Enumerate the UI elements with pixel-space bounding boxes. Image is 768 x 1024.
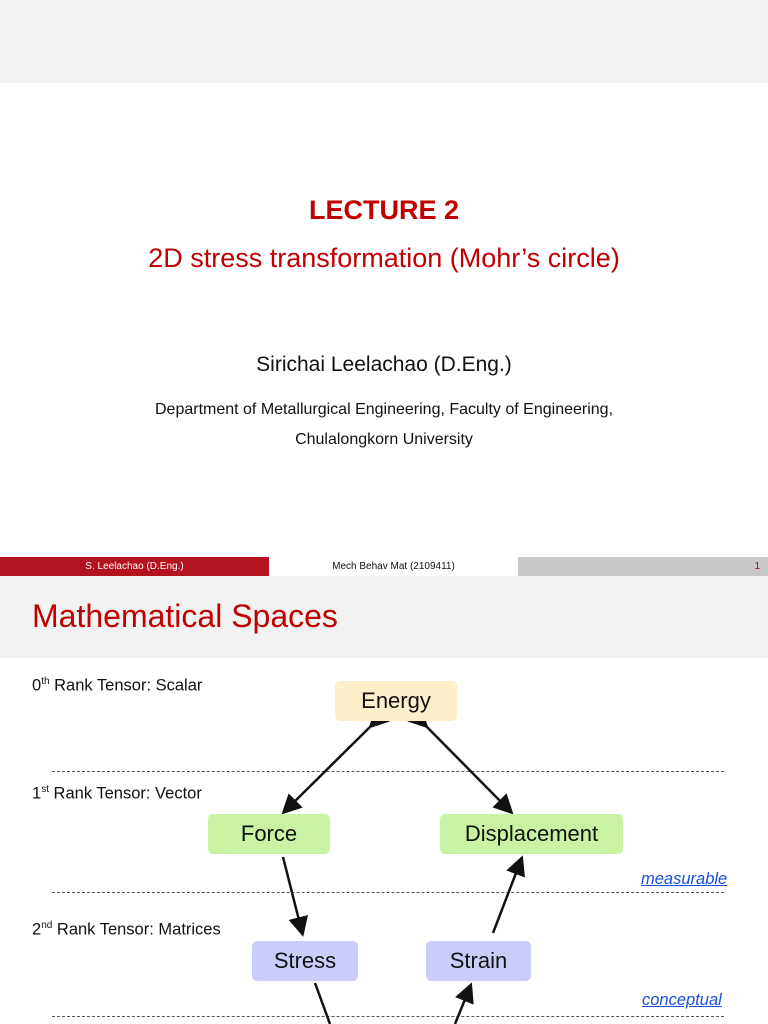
arrow-energy-force	[285, 725, 372, 811]
rank-1-text: Rank Tensor: Vector	[48, 784, 202, 803]
author-name: Sirichai Leelachao (D.Eng.)	[256, 353, 512, 376]
arrow-energy-displacement	[425, 725, 510, 811]
displacement-node: Displacement	[440, 814, 623, 854]
strain-node: Strain	[426, 941, 531, 981]
rank-0-suffix: th	[41, 676, 50, 687]
energy-node: Energy	[335, 681, 457, 721]
lecture-title: LECTURE 2	[308, 195, 460, 225]
page-number: 1	[754, 561, 760, 572]
rank-2-suffix: nd	[41, 920, 53, 931]
rank-2-text: Rank Tensor: Matrices	[52, 920, 221, 939]
force-node: Force	[208, 814, 330, 854]
arrow-strain-displacement	[493, 860, 521, 933]
measurable-label[interactable]: measurable	[641, 870, 728, 888]
rank-2-ordinal: 2	[32, 920, 42, 939]
department-line-1: Department of Metallurgical Engineering, Faculty of Engineering,	[154, 401, 614, 418]
rank-0-text: Rank Tensor: Scalar	[49, 676, 203, 695]
slide2-title: Mathematical Spaces	[32, 598, 338, 634]
rank-1-ordinal: 1	[32, 784, 42, 803]
rank-1-suffix: st	[41, 784, 49, 795]
stress-node: Stress	[252, 941, 358, 981]
arrow-stress-down	[315, 983, 330, 1024]
footer-author: S. Leelachao (D.Eng.)	[0, 557, 269, 576]
rank-0-ordinal: 0	[32, 676, 42, 695]
arrow-up-strain	[455, 987, 470, 1024]
lecture-subtitle: 2D stress transformation (Mohr’s circle)	[148, 243, 620, 273]
conceptual-label[interactable]: conceptual	[642, 991, 722, 1009]
department-line-2: Chulalongkorn University	[295, 431, 473, 448]
footer-course: Mech Behav Mat (2109411)	[269, 557, 518, 576]
arrow-force-stress	[283, 857, 302, 932]
